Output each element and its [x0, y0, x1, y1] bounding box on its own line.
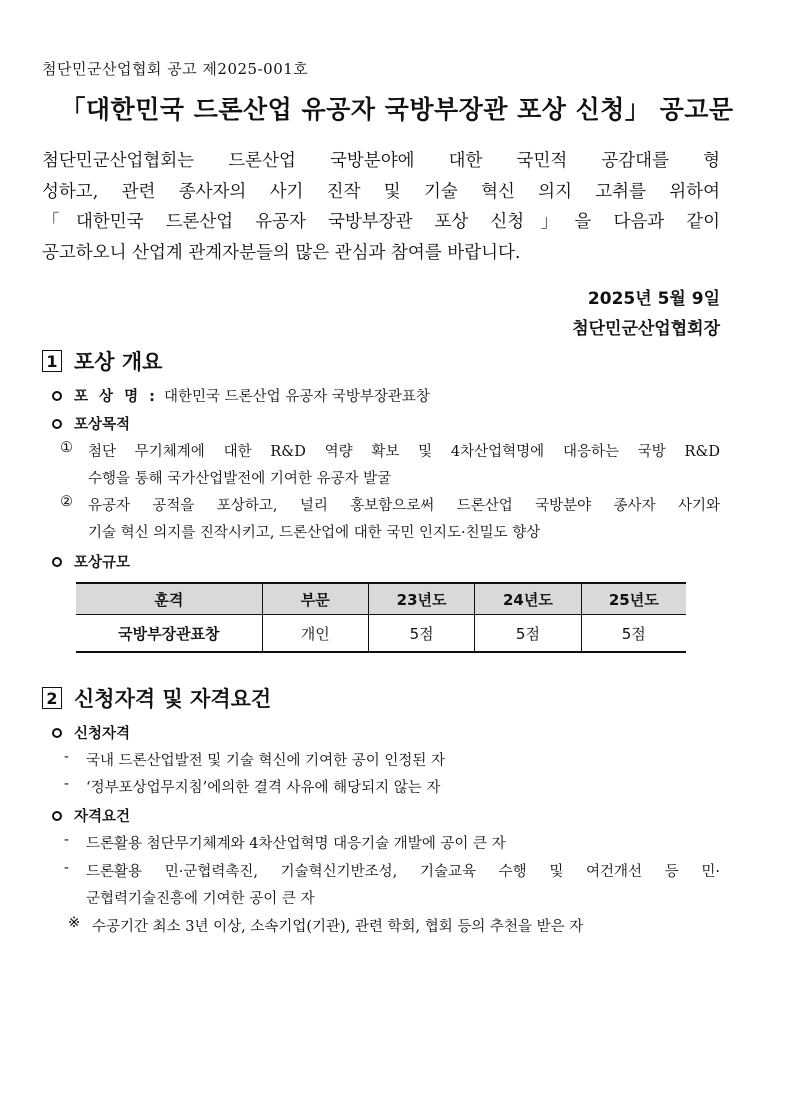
- purpose-line: 유공자 공적을 포상하고, 널리 홍보함으로써 드론산업 국방분야 종사자 사기와: [88, 498, 720, 514]
- scale-heading: [52, 551, 130, 572]
- note-text: 수공기간 최소 3년 이상, 소속기업(기관), 관련 학회, 협회 등의 추천을 받은 자: [92, 919, 584, 935]
- scale-label: 포상규모: [74, 555, 131, 571]
- purpose-line: 수행을 통해 국가산업발전에 기여한 유공자 발굴: [88, 471, 392, 487]
- dash-marker: -: [64, 749, 69, 765]
- intro-paragraph: [42, 146, 720, 268]
- table-header-cell: 훈격: [76, 583, 262, 615]
- section-heading: [42, 683, 271, 713]
- requirements-label: 자격요건: [74, 809, 131, 825]
- section-number-box: 2: [42, 687, 62, 709]
- document-title: 「대한민국 드론산업 유공자 국방부장관 포상 신청」 공고문: [60, 95, 734, 124]
- intro-line: 성하고, 관련 종사자의 사기 진작 및 기술 혁신 의지 고취를 위하여: [42, 181, 720, 202]
- purpose-line: 첨단 무기체계에 대한 R&D 역량 확보 및 4차산업혁명에 대응하는 국방 R&D: [88, 444, 720, 460]
- table-cell: 국방부장관표창: [76, 615, 262, 653]
- section-number-box: 1: [42, 350, 62, 372]
- table-header-cell: 25년도: [581, 583, 686, 615]
- circle-bullet-icon: [52, 728, 62, 738]
- award-name-item: [52, 385, 430, 406]
- section-heading: [42, 346, 162, 376]
- table-header-cell: 23년도: [368, 583, 474, 615]
- notice-date: 2025년 5월 9일: [587, 289, 720, 309]
- eligibility-item: 국내 드론산업발전 및 기술 혁신에 기여한 공이 인정된 자: [86, 753, 446, 769]
- intro-line: 첨단민군산업협회는 드론산업 국방분야에 대한 국민적 공감대를 형: [42, 151, 720, 171]
- purpose-label: 포상목적: [74, 417, 131, 433]
- issuer-name: 첨단민군산업협회장: [572, 319, 720, 339]
- dash-marker: -: [64, 776, 69, 792]
- table-row: [76, 615, 686, 653]
- award-scale-table: [76, 582, 686, 653]
- table-cell: 5점: [475, 615, 581, 653]
- award-name-label: 포 상 명 :: [74, 389, 158, 405]
- table-header-row: [76, 583, 686, 615]
- purpose-marker: ①: [60, 440, 73, 456]
- section-title: 신청자격 및 자격요건: [74, 687, 272, 711]
- requirements-heading: [52, 805, 130, 826]
- notice-number: 첨단민군산업협회 공고 제2025-001호: [42, 60, 309, 78]
- table-cell: 5점: [368, 615, 474, 653]
- circle-bullet-icon: [52, 419, 62, 429]
- note-mark: ※: [68, 915, 81, 931]
- table-header-cell: 부문: [262, 583, 368, 615]
- eligibility-heading: [52, 722, 130, 743]
- dash-marker: -: [64, 860, 69, 876]
- section-title: 포상 개요: [74, 350, 163, 374]
- intro-line: 「대한민국 드론산업 유공자 국방부장관 포상 신청」을 다음과 같이: [42, 212, 720, 232]
- purpose-line: 기술 혁신 의지를 진작시키고, 드론산업에 대한 국민 인지도·친밀도 향상: [88, 525, 541, 541]
- purpose-heading: [52, 413, 130, 434]
- purpose-marker: ②: [60, 494, 73, 510]
- circle-bullet-icon: [52, 557, 62, 567]
- table-cell: 개인: [262, 615, 368, 653]
- award-name-value: 대한민국 드론산업 유공자 국방부장관표창: [163, 389, 430, 405]
- eligibility-label: 신청자격: [74, 726, 131, 742]
- table-header-cell: 24년도: [475, 583, 581, 615]
- requirement-item: 군협력기술진흥에 기여한 공이 큰 자: [86, 891, 315, 907]
- circle-bullet-icon: [52, 391, 62, 401]
- dash-marker: -: [64, 832, 69, 848]
- eligibility-item: ‘정부포상업무지침’에의한 결격 사유에 해당되지 않는 자: [86, 780, 441, 796]
- table-cell: 5점: [581, 615, 686, 653]
- circle-bullet-icon: [52, 811, 62, 821]
- requirement-item: 드론활용 민·군협력촉진, 기술혁신기반조성, 기술교육 수행 및 여건개선 등 민·: [86, 864, 720, 880]
- requirement-item: 드론활용 첨단무기체계와 4차산업혁명 대응기술 개발에 공이 큰 자: [86, 836, 506, 852]
- intro-line: 공고하오니 산업계 관계자분들의 많은 관심과 참여를 바랍니다.: [42, 242, 521, 263]
